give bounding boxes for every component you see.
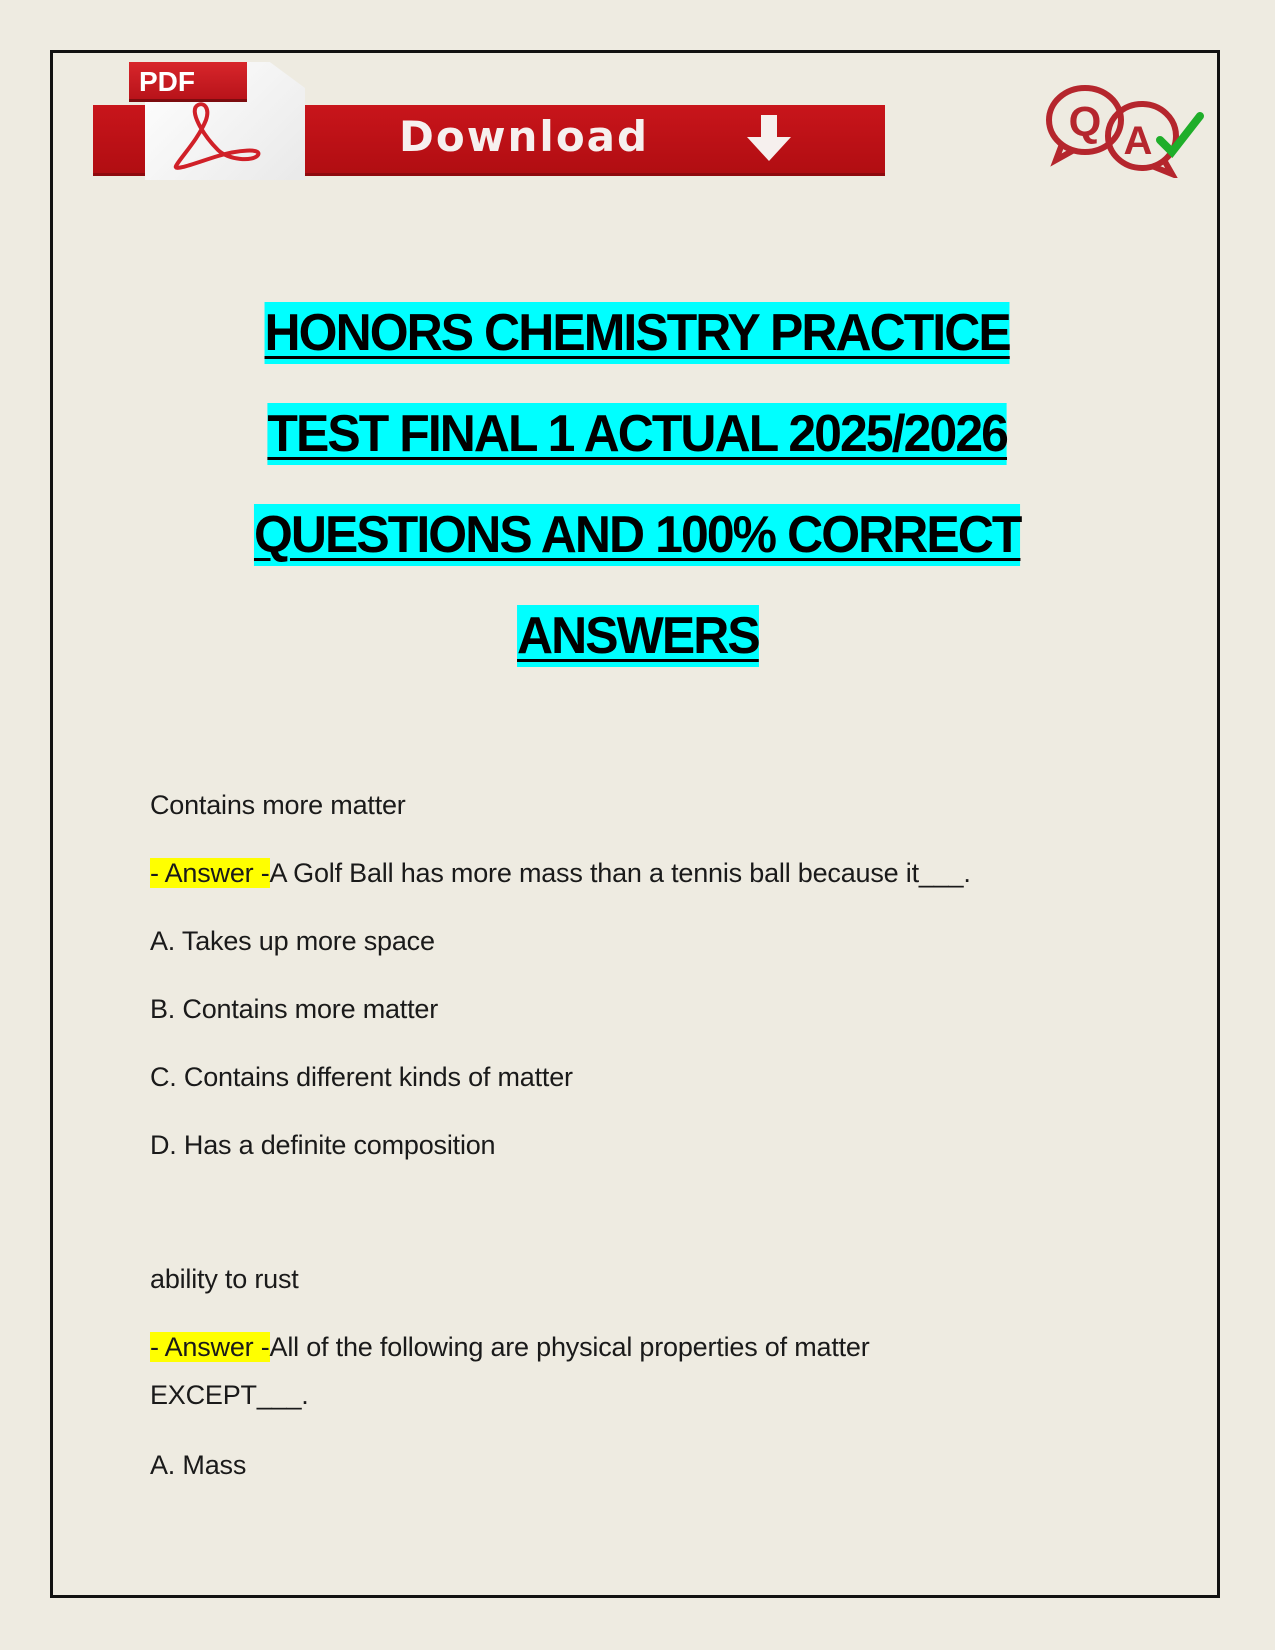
download-arrow-icon bbox=[743, 113, 795, 163]
answer-text: Contains more matter bbox=[150, 790, 406, 820]
question-text: - Answer -A Golf Ball has more mass than a tennis ball because it___. bbox=[150, 858, 971, 888]
answer-highlight: - Answer - bbox=[150, 1332, 270, 1362]
download-label[interactable]: Download bbox=[399, 112, 650, 161]
document-title bbox=[0, 302, 1275, 706]
qa-logo-icon bbox=[1040, 78, 1210, 178]
option-b: B. Contains more matter bbox=[150, 994, 439, 1024]
pdf-tag: PDF bbox=[129, 62, 247, 102]
answer-highlight: - Answer - bbox=[150, 858, 270, 888]
option-a: A. Takes up more space bbox=[150, 926, 435, 956]
question-text-continued: EXCEPT___. bbox=[150, 1380, 309, 1410]
question-text: - Answer -All of the following are physical properties of matter bbox=[150, 1332, 870, 1362]
svg-text:Q: Q bbox=[1068, 98, 1102, 145]
pdf-download-banner[interactable] bbox=[93, 60, 885, 175]
page-border bbox=[50, 50, 1220, 1598]
title-line-2: TEST FINAL 1 ACTUAL 2025/2026 bbox=[267, 405, 1008, 463]
svg-text:A: A bbox=[1123, 119, 1153, 163]
option-c: C. Contains different kinds of matter bbox=[150, 1062, 573, 1092]
title-line-1: HONORS CHEMISTRY PRACTICE bbox=[264, 304, 1011, 362]
option-d: D. Has a definite composition bbox=[150, 1130, 496, 1160]
option-a: A. Mass bbox=[150, 1450, 247, 1480]
title-line-3: QUESTIONS AND 100% CORRECT bbox=[254, 506, 1021, 564]
acrobat-icon bbox=[158, 100, 278, 178]
answer-text: ability to rust bbox=[150, 1264, 299, 1294]
title-line-4: ANSWERS bbox=[516, 607, 759, 665]
